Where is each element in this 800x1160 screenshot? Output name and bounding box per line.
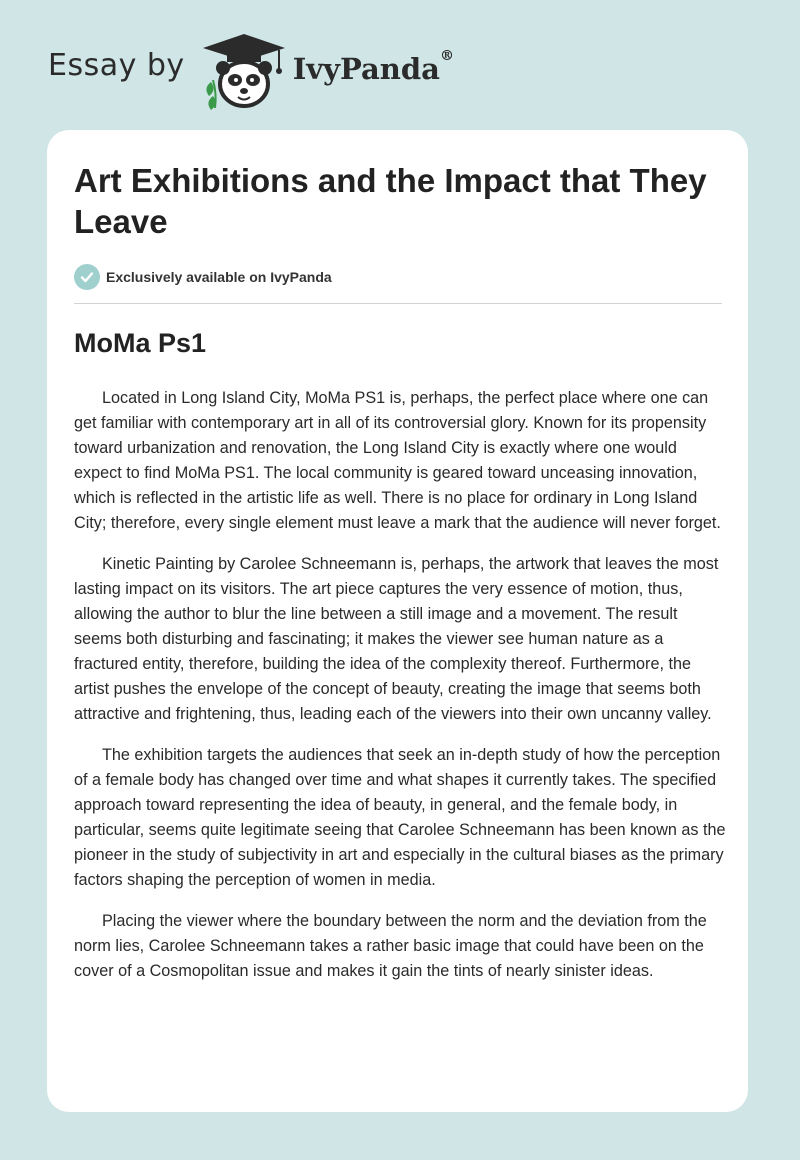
registered-mark: ®: [439, 48, 454, 64]
paragraph: Placing the viewer where the boundary between the norm and the deviation from the norm lies, Carolee Schneemann takes a rather basic image that could have been on the cover of a Cosmopolitan issue and makes it gain the tints of nearly sinister ideas.: [74, 912, 707, 980]
paragraph: Located in Long Island City, MoMa PS1 is, perhaps, the perfect place where one can get familiar with contemporary art in all of its controversial glory. Known for its propensity toward urbanization and renovation, the Long Island City is exactly where one would expect to find MoMa PS1. The local community is geared toward unceasing innovation, which is reflected in the artistic life as well. There is no place for ordinary in Long Island City; therefore, every single element must leave a mark that the audience will never forget.: [74, 389, 721, 532]
exclusive-badge: [74, 264, 332, 290]
exclusive-label: Exclusively available on IvyPanda: [106, 269, 332, 285]
site-header: [48, 30, 454, 110]
paragraph: Kinetic Painting by Carolee Schneemann is, perhaps, the artwork that leaves the most lasting impact on its visitors. The art piece captures the very essence of motion, thus, allowing the author to blur the line between a still image and a movement. The result seems both disturbing and fascinating; it makes the viewer see human nature as a fractured entity, therefore, building the idea of the complexity thereof. Furthermore, the artist pushes the envelope of the concept of beauty, creating the image that seems both attractive and frightening, thus, leading each of the viewers into their own uncanny valley.: [74, 555, 719, 723]
page-title: Art Exhibitions and the Impact that They Leave: [74, 162, 707, 240]
brand-name: [292, 48, 454, 86]
ivypanda-logo-icon[interactable]: [199, 30, 289, 110]
check-circle-icon: [74, 264, 100, 290]
divider: [74, 303, 722, 304]
essay-by-label: Essay by: [48, 47, 185, 83]
brand-name-text: IvyPanda: [292, 52, 440, 86]
essay-card: [47, 130, 748, 1112]
essay-body: [74, 386, 726, 1000]
paragraph: The exhibition targets the audiences that seek an in-depth study of how the perception of a female body has changed over time and what shapes it currently takes. The specified approach toward representing the idea of beauty, in general, and the female body, in particular, seems quite legitimate seeing that Carolee Schneemann has been known as the pioneer in the study of subjectivity in art and especially in the cultural biases as the primary factors shaping the perception of women in media.: [74, 746, 726, 889]
section-heading: MoMa Ps1: [74, 328, 207, 358]
